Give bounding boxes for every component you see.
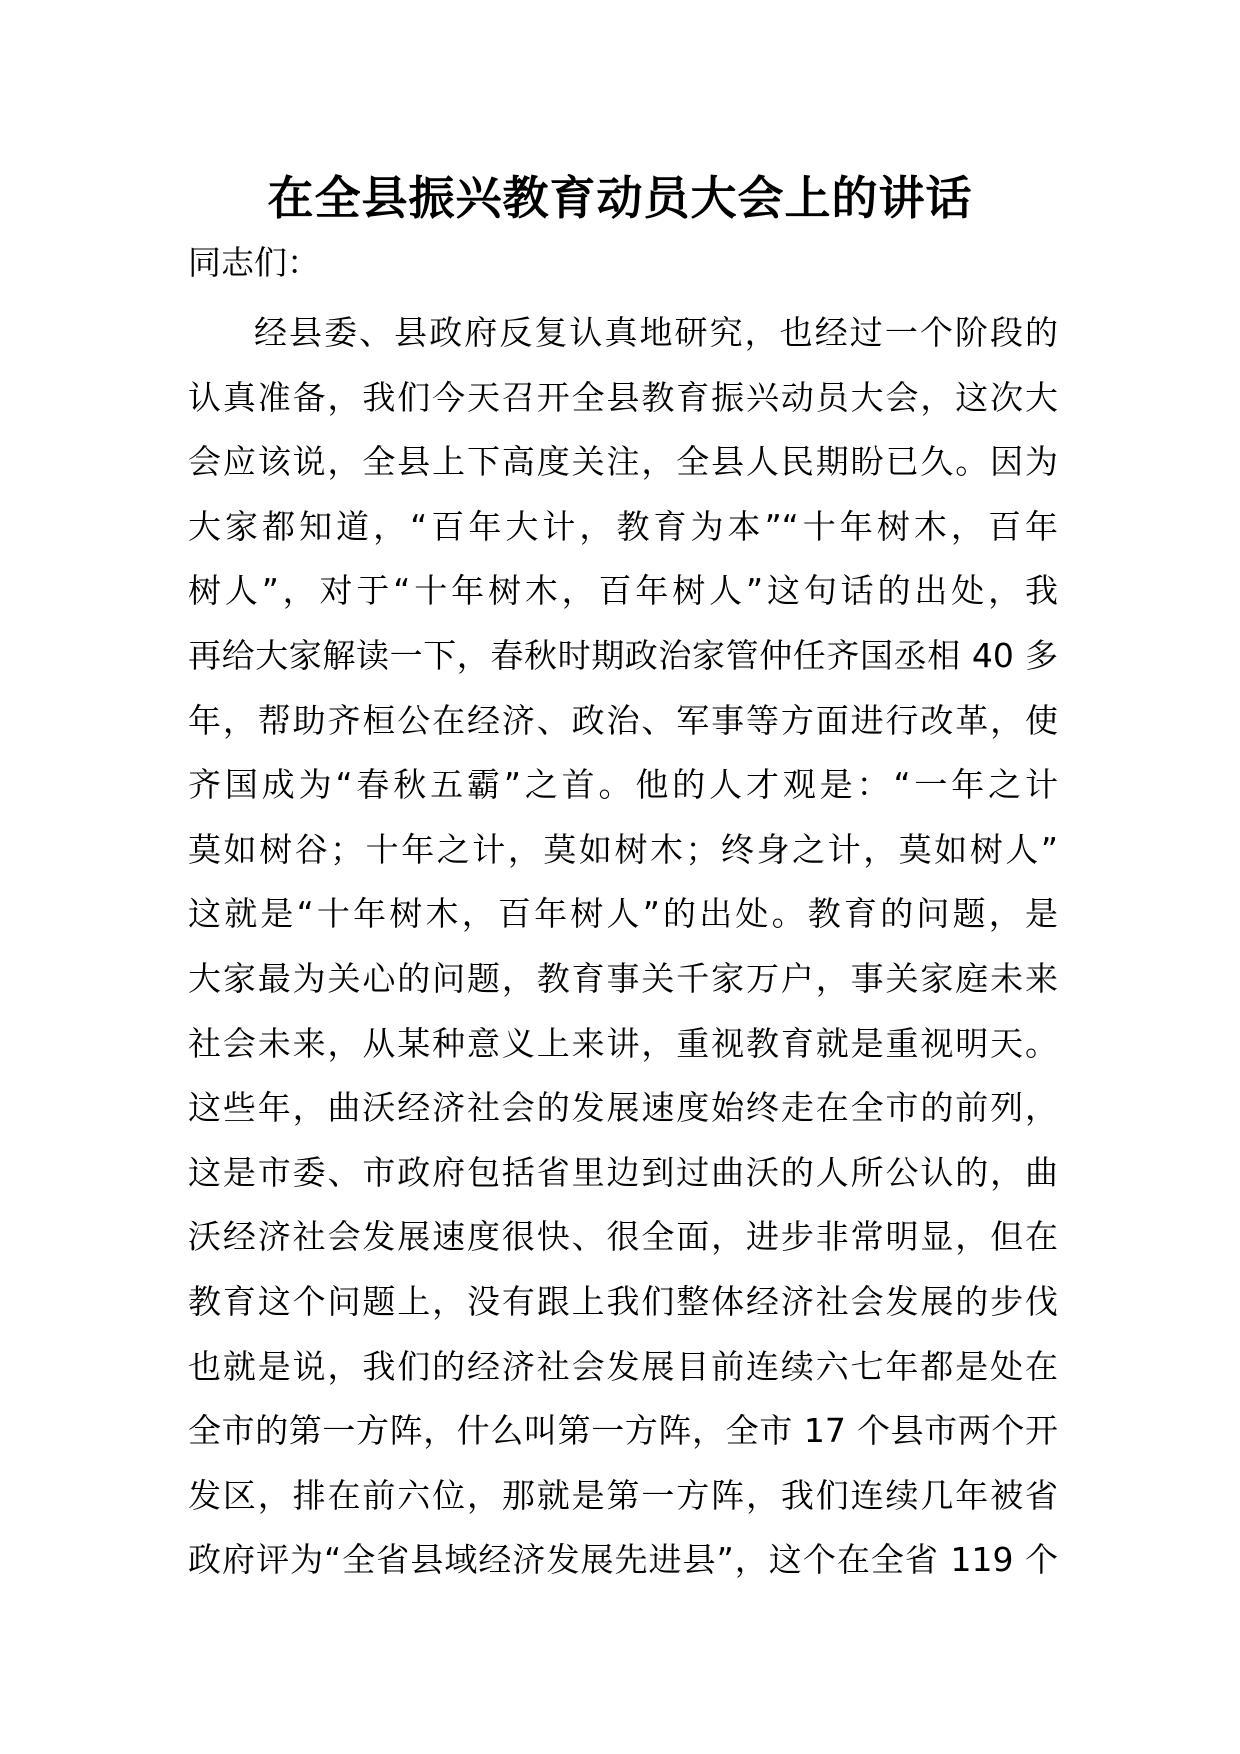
- document-title: 在全县振兴教育动员大会上的讲话: [267, 171, 973, 225]
- text-line: 沃经济社会发展速度很快、很全面，进步非常明显，但在: [188, 1217, 1058, 1257]
- text-line: 这些年，曲沃经济社会的发展速度始终走在全市的前列，: [188, 1088, 1058, 1128]
- text-line: 大家都知道，“百年大计，教育为本”“十年树木，百年: [188, 506, 1058, 546]
- text-line: 社会未来，从某种意义上来讲，重视教育就是重视明天。: [188, 1023, 1058, 1063]
- text-line: 发区，排在前六位，那就是第一方阵，我们连续几年被省: [188, 1475, 1058, 1515]
- text-line: 齐国成为“春秋五霸”之首。他的人才观是：“一年之计: [188, 765, 1058, 805]
- speech-body: [188, 301, 1058, 1593]
- text-line: 这是市委、市政府包括省里边到过曲沃的人所公认的，曲: [188, 1152, 1058, 1192]
- text-line: 教育这个问题上，没有跟上我们整体经济社会发展的步伐: [188, 1281, 1058, 1321]
- text-line: 树人”，对于“十年树木，百年树人”这句话的出处，我: [188, 571, 1058, 611]
- text-line: 年，帮助齐桓公在经济、政治、军事等方面进行改革，使: [188, 700, 1058, 740]
- text-line: 再给大家解读一下，春秋时期政治家管仲任齐国丞相 40 多: [188, 635, 1058, 675]
- text-line: 认真准备，我们今天召开全县教育振兴动员大会，这次大: [188, 377, 1058, 417]
- text-line: 全市的第一方阵，什么叫第一方阵，全市 17 个县市两个开: [188, 1411, 1058, 1451]
- text-line: 莫如树谷；十年之计，莫如树木；终身之计，莫如树人”: [188, 829, 1058, 869]
- salutation: 同志们：: [188, 243, 320, 282]
- text-line: 会应该说，全县上下高度关注，全县人民期盼已久。因为: [188, 442, 1058, 482]
- text-line: 政府评为“全省县域经济发展先进县”，这个在全省 119 个: [188, 1540, 1058, 1580]
- text-line: 也就是说，我们的经济社会发展目前连续六七年都是处在: [188, 1346, 1058, 1386]
- text-line: 这就是“十年树木，百年树人”的出处。教育的问题，是: [188, 894, 1058, 934]
- text-line: 大家最为关心的问题，教育事关千家万户，事关家庭未来: [188, 958, 1058, 998]
- text-line: 经县委、县政府反复认真地研究，也经过一个阶段的: [254, 313, 1058, 352]
